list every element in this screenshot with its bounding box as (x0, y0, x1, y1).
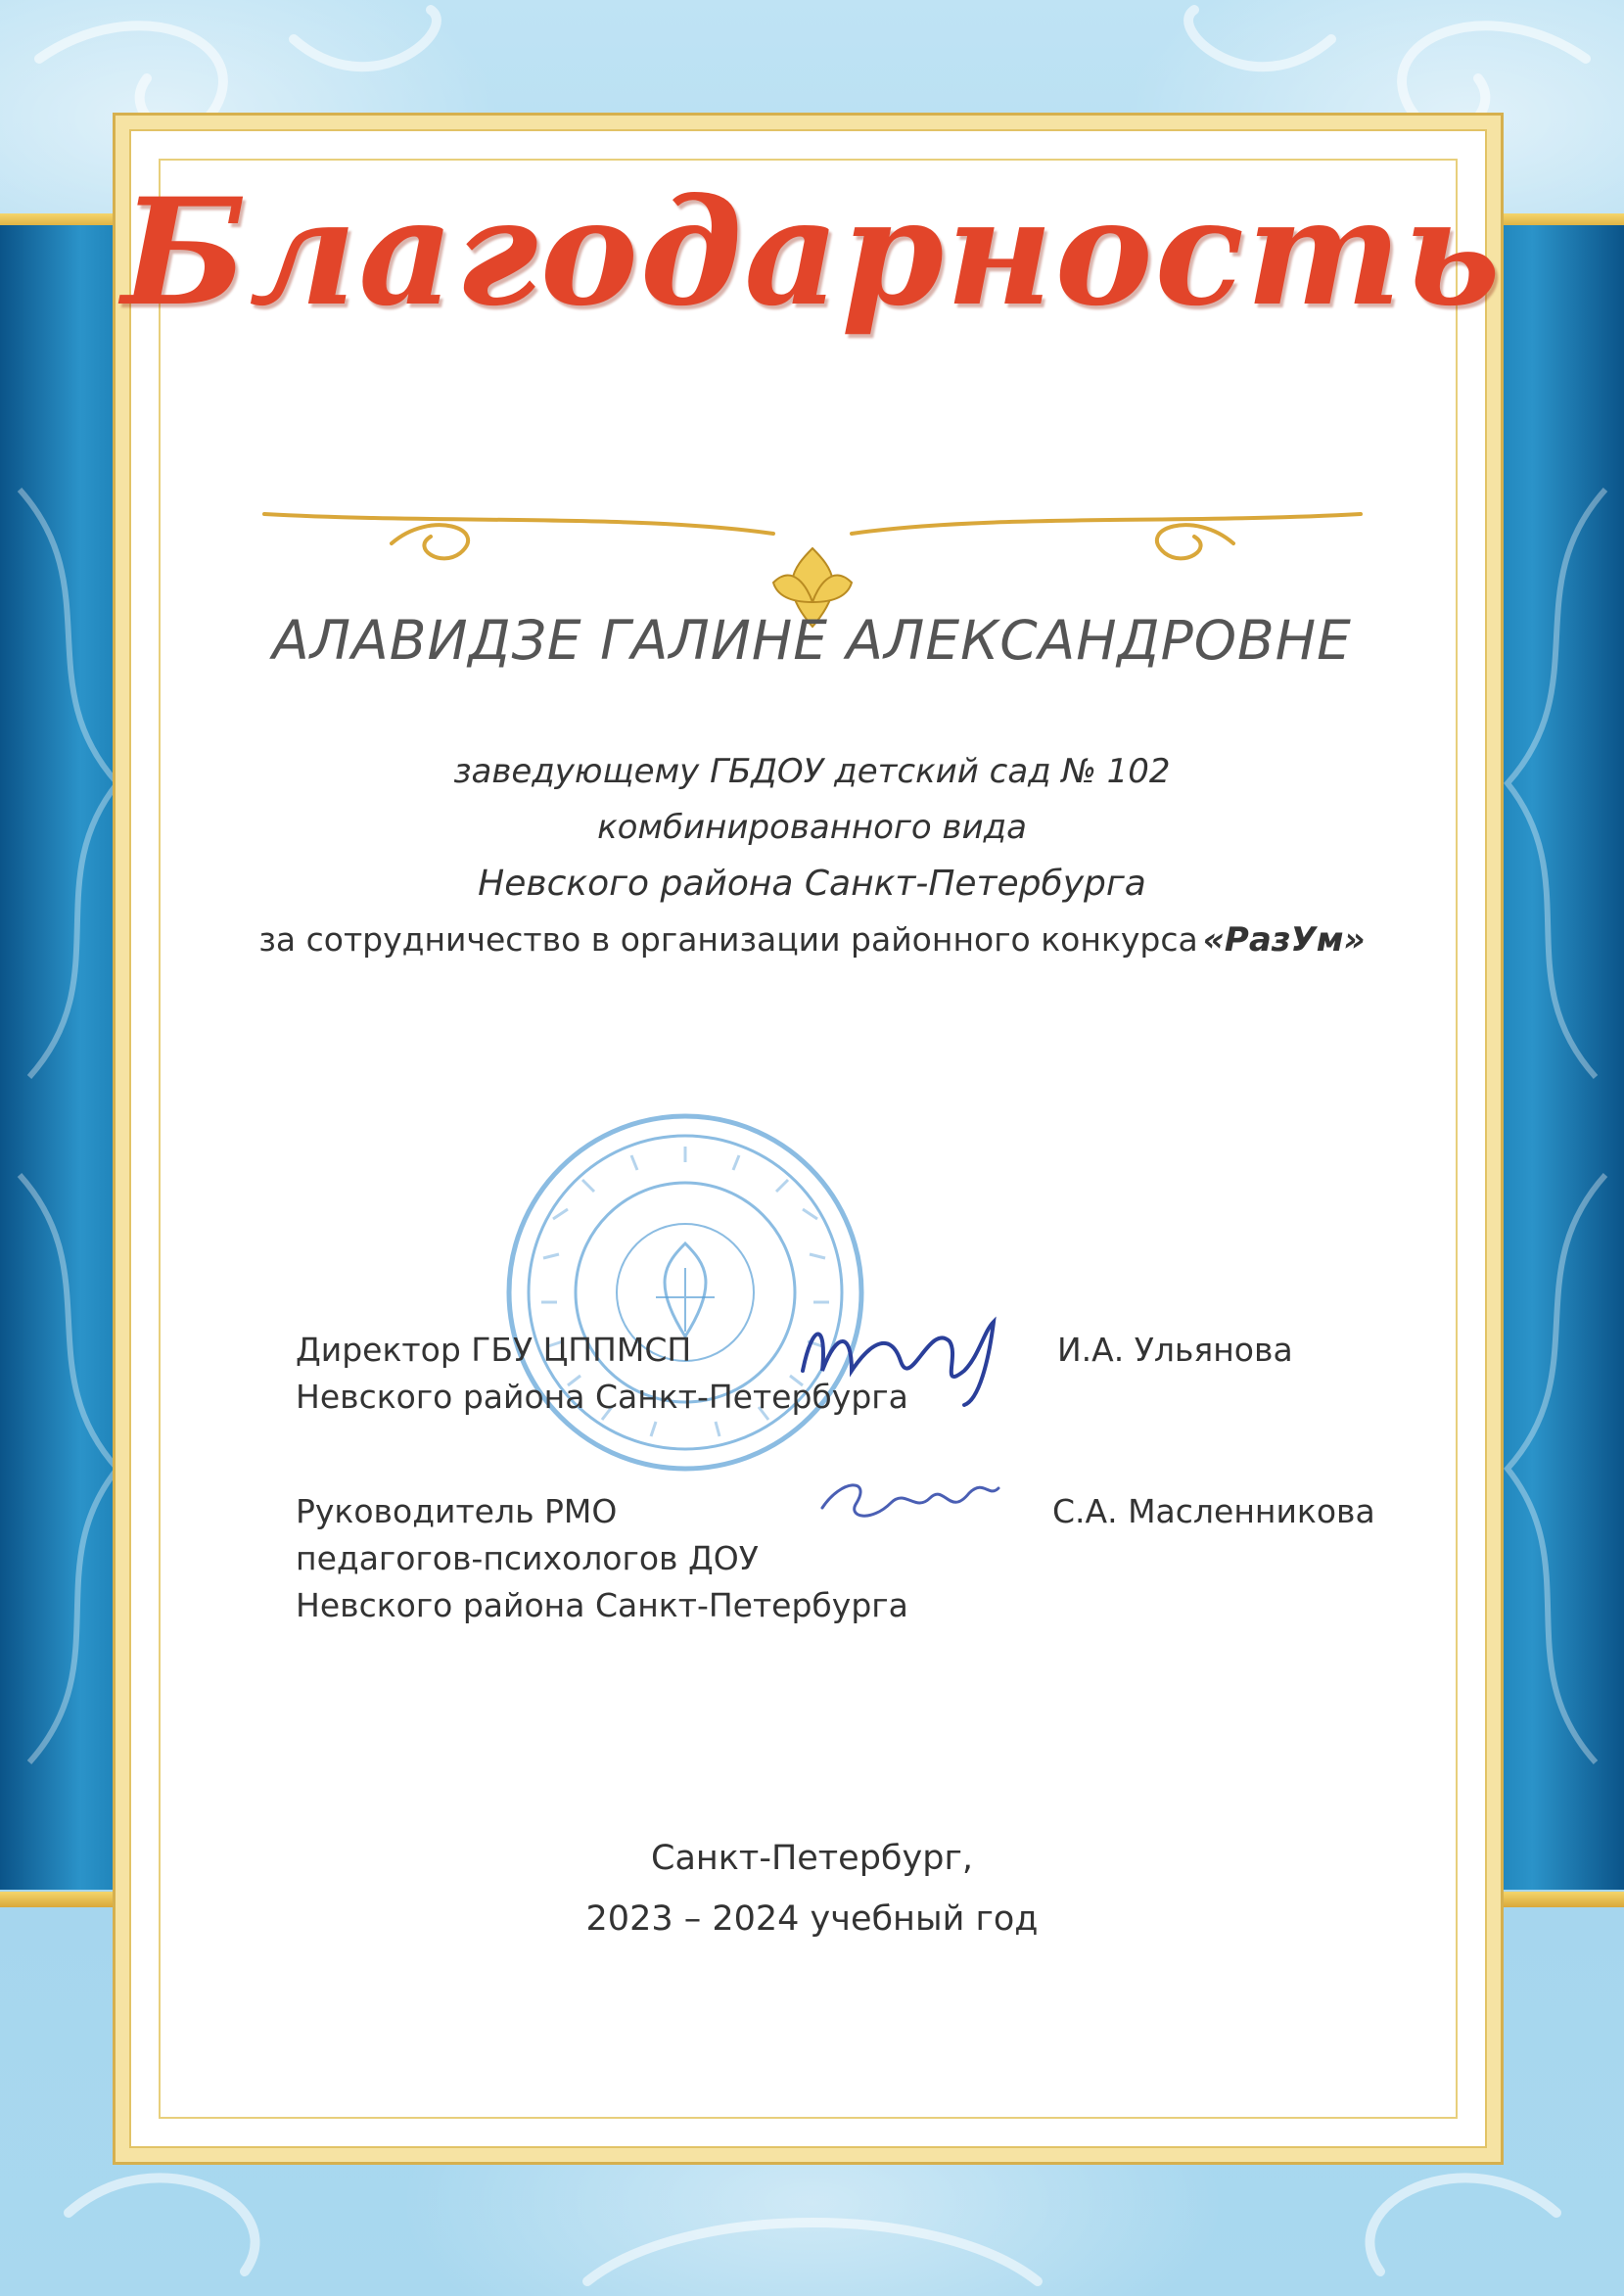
footer-city: Санкт-Петербург, (651, 1839, 973, 1878)
certificate-title: Благодарность (121, 166, 1503, 339)
reason-text: за сотрудничество в организации районного конкурса (258, 920, 1198, 959)
reason-line (0, 912, 1624, 967)
signatory-1-title-line2: Невского района Санкт-Петербурга (296, 1378, 908, 1416)
signatory-1-title-line1: Директор ГБУ ЦППМСП (296, 1331, 692, 1369)
signatory-2-name: С.А. Масленникова (1052, 1492, 1375, 1530)
round-seal-stamp (494, 1101, 876, 1483)
signatory-2-title (296, 1488, 908, 1629)
signatory-1-title (296, 1327, 908, 1421)
contest-name: «РазУм» (1202, 920, 1366, 960)
signatory-2-title-line3: Невского района Санкт-Петербурга (296, 1586, 908, 1624)
signatory-2-title-line2: педагогов-психологов ДОУ (296, 1539, 759, 1577)
signatory-1-name: И.А. Ульянова (1057, 1331, 1293, 1369)
position-line-2: комбинированного вида (597, 808, 1027, 847)
signatory-2-title-line1: Руководитель РМО (296, 1492, 618, 1530)
gold-flourish-divider (0, 0, 1624, 685)
recipient-name: АЛАВИДЗЕ ГАЛИНЕ АЛЕКСАНДРОВНЕ (272, 609, 1352, 672)
position-line-3: Невского района Санкт-Петербурга (478, 864, 1146, 904)
position-line-1: заведующему ГБДОУ детский сад № 102 (453, 752, 1171, 791)
footer-year: 2023 – 2024 учебный год (585, 1899, 1039, 1939)
award-description (0, 744, 1624, 967)
